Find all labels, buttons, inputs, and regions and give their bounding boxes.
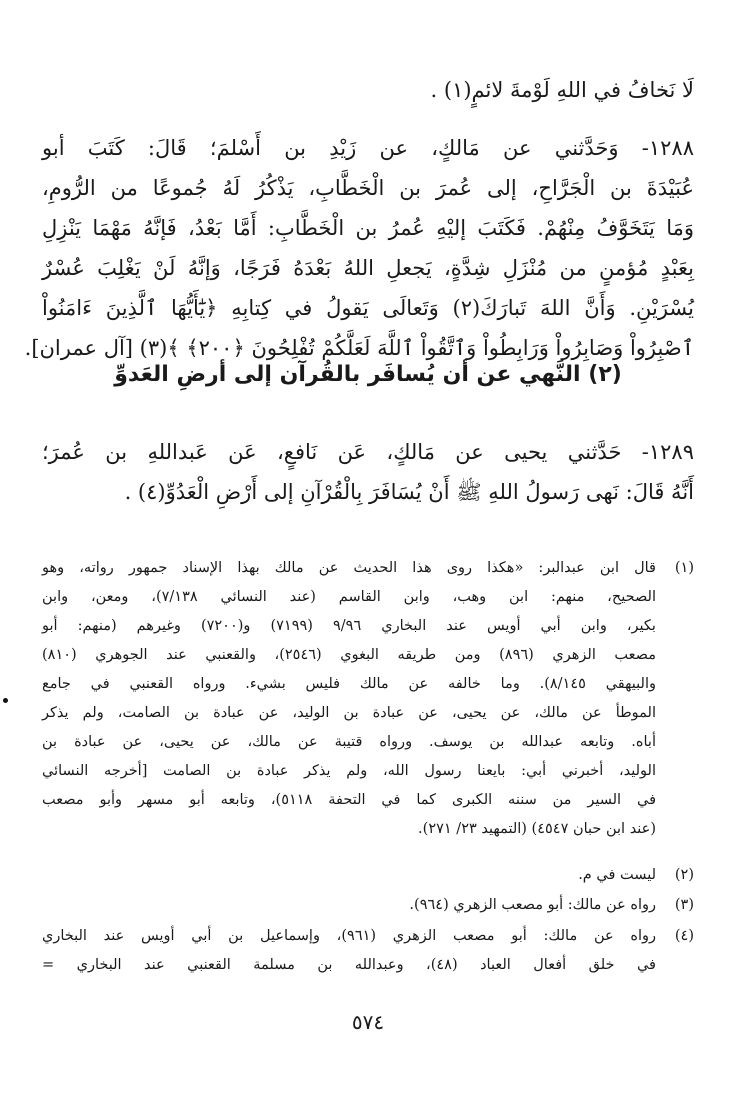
footnote-line: في السير من سننه الكبرى كما في التحفة ٥١١٨)، وتابعه أبو مسهر وأبو مصعب [42, 792, 656, 808]
chapter-heading: (٢) النَّهي عن أن يُسافَر بالقُرآن إلى أرضِ العَدوِّ [114, 362, 622, 387]
footnote-line: رواه عن مالك: أبو مصعب الزهري (٩٦١)، وإسماعيل بن أبي أويس عند البخاري [42, 928, 656, 944]
text-line: بِعَبْدٍ مُؤمنٍ من مُنْزَلِ شِدَّةٍ، يَجعلِ اللهُ بَعْدَهُ فَرَجًا، وَإنَّهُ لَنْ يَغْلِبَ عُسْرٌ [42, 256, 694, 280]
footnote-3 [42, 891, 694, 920]
text-line: ٱصْبِرُواْ وَصَابِرُواْ وَرَابِطُواْ وَٱتَّقُواْ ٱللَّهَ لَعَلَّكُمْ تُفْلِحُونَ ﴿٢٠٠﴾ ﴾(٣) [آل عمران]. [24, 336, 694, 360]
text-line: يُسْرَيْنِ. وَأَنَّ اللهَ تَبارَكَ(٢) وَتَعالَى يَقولُ في كِتابِهِ ﴿يَٰٓأَيُّهَا ٱلَّذِينَ ءَامَنُواْ [42, 296, 695, 320]
footnote-line: والبيهقي ٨/١٤٥). وما خالفه عن مالك فليس بشيء. ورواه القعنبي في جامع [42, 676, 657, 692]
footnote-line: (عند ابن حبان ٤٥٤٧) (التمهيد ٢٣/ ٢٧١). [418, 821, 656, 837]
footnote-1 [42, 554, 694, 844]
footnote-line: الصحيح، منهم: ابن وهب، وابن القاسم (عند النسائي ٧/١٣٨)، ومعن، وابن [42, 589, 656, 605]
text-line: ١٢٨٨- وَحَدَّثني عن مَالكٍ، عن زَيْدِ بن أَسْلمَ؛ قَالَ: كَتَبَ أبو [42, 136, 694, 160]
footnote-line: الوليد، أخبرني أبي: بايعنا رسول الله، ولم يذكر عبادة بن الصامت [أخرجه النسائي [42, 763, 656, 779]
text-line: عُبَيْدَةَ بن الْجَرَّاحِ، إلى عُمرَ بن الْخَطَّابِ، يَذْكُرُ لَهُ جُموعًا من الرُّومِ، [42, 176, 694, 200]
footnote-line: مصعب الزهري (٨٩٦) ومن طريقه البغوي (٢٥٤٦)، والقعنبي عند الجوهري (٨١٠) [42, 647, 656, 663]
footnote-number: (٤) [674, 928, 694, 944]
text-line: وَمَا يَتَخَوَّفُ مِنْهُمْ. فَكَتَبَ إليْهِ عُمرُ بن الْخَطَّابِ: أَمَّا بَعْدُ، فَإنَّهُ مَهْمَا يَنْزِلِ [42, 216, 694, 240]
page-number: ٥٧٤ [351, 1010, 385, 1034]
footnote-line: بكير، وابن أبي أويس عند البخاري ٩/٩٦ (٧١٩٩) و(٧٢٠٠) وغيرهم (منهم: أبو [42, 618, 656, 634]
footnote-line: في خلق أفعال العباد (٤٨)، وعبدالله بن مسلمة القعنبي عند البخاري = [42, 957, 656, 973]
margin-dot [3, 698, 8, 703]
footnote-number: (١) [674, 560, 694, 576]
text-line: لَا نَخافُ في اللهِ لَوْمةَ لائمٍ(١) . [430, 78, 694, 102]
footnote-number: (٢) [674, 867, 694, 883]
footnote-line: ليست في م. [578, 867, 656, 883]
footnote-line: الموطأ عن مالك، عن يحيى، عن عبادة بن الوليد، عن عبادة بن الصامت، ولم يذكر [42, 705, 656, 721]
text-line: أَنَّهُ قَالَ: نَهى رَسولُ اللهِ ﷺ أَنْ يُسَافَرَ بِالْقُرْآنِ إلى أَرْضِ الْعَدُوِّ(٤) . [124, 480, 694, 504]
footnote-2 [42, 861, 694, 890]
footnote-4 [42, 922, 694, 980]
footnote-line: رواه عن مالك: أبو مصعب الزهري (٩٦٤). [409, 897, 656, 913]
footnote-line: أباه. وتابعه عبدالله بن يوسف. ورواه قتيبة عن مالك، عن يحيى، عن عبادة بن [42, 734, 656, 750]
footnote-line: قال ابن عبدالبر: «هكذا روى هذا الحديث عن مالك بهذا الإسناد جمهور رواته، وهو [42, 560, 656, 576]
footnote-number: (٣) [674, 897, 694, 913]
text-line: ١٢٨٩- حَدَّثني يحيى عن مَالكٍ، عَن نَافعٍ، عَن عَبداللهِ بن عُمرَ؛ [42, 440, 694, 464]
